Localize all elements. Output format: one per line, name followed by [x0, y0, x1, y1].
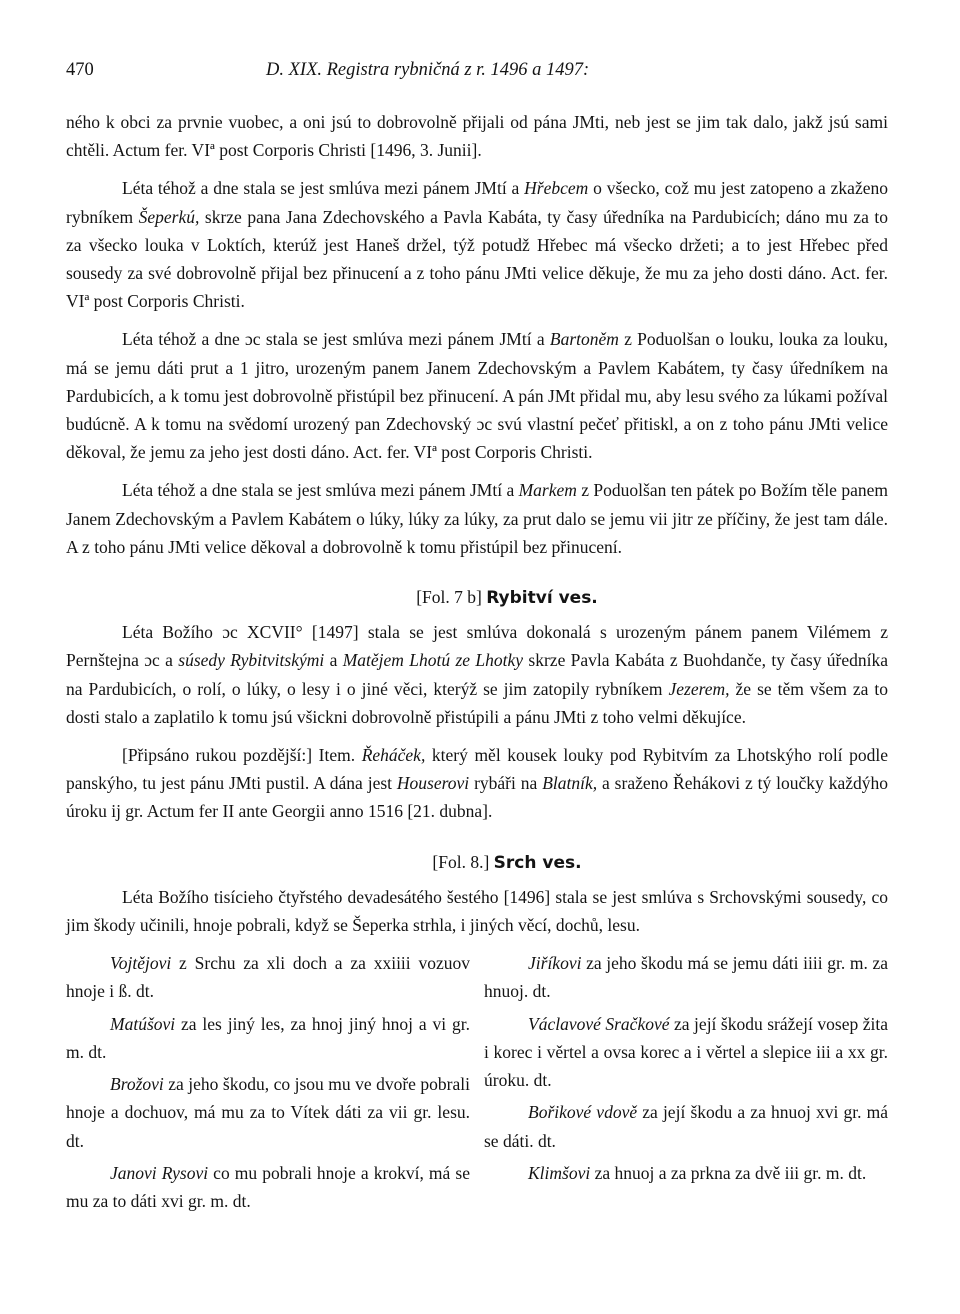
text-run: že se těm všem za to dosti stalo a zaplatilo k tomu jsú všickni dobrovolně přistúpili a pánu JMti z toho velmi děkujíce.	[66, 678, 888, 727]
text-run: z Poduolšan o louku, louka za louku, má se jemu dáti prut a 1 jitro, urozeným panem Janem Zdechovským a Pavlem Kabátem, ty časy úředníkem na Pardubicích, a k tomu jest dobrovolně přistúpil bez přinucení. A pán JMt přidal mu, aby lesu svého za lúkami požíval budúcně. A k tomu na svědomí urozený pan Zdechovský ɔc svú vlastní pečeť přitiskl, a on z toho pánu JMti velice děkoval, že jemu za jeho jest dosti dáno. Act. fer. VIª post Corporis Christi.	[66, 329, 889, 463]
list-item	[484, 1159, 888, 1187]
italic-name: súsedy Rybitvitskými	[178, 650, 325, 671]
person-name: Klimšovi	[528, 1162, 591, 1183]
text-run: a	[324, 650, 343, 671]
paragraph	[66, 325, 888, 466]
list-item	[66, 1159, 470, 1215]
folio-reference: [Fol. 7 b]	[416, 587, 482, 608]
text-run: rybáři na	[469, 773, 543, 794]
italic-name: Houserovi	[396, 773, 470, 794]
list-item	[66, 949, 470, 1005]
section-title: Rybitví ves.	[486, 588, 598, 609]
text-run: Léta Božího tisícieho čtyřstého devadesátého šestého [1496] stala se jest smlúva s Srchovskými sousedy, co jim škody učinili, hnoje pobrali, když se Šeperka strhla, i jiných věcí, dochů, lesu.	[66, 886, 888, 936]
paragraph	[66, 618, 888, 731]
section-title: Srch ves.	[493, 852, 582, 873]
italic-name: Šeperkú,	[138, 206, 200, 227]
text-run: skrze Pavla Kabáta z Buohdanče, ty časy úředníka na Pardubicích, o rolí, o lúky, o lesy i o jiné věci, kterýž se jim zatopily rybníkem	[66, 650, 889, 699]
running-title: D. XIX. Registra rybničná z r. 1496 a 1497:	[266, 60, 590, 80]
italic-name: Blatník,	[542, 773, 598, 794]
text-run: Léta téhož a dne stala se jest smlúva mezi pánem JMtí a	[122, 178, 525, 199]
page-number: 470	[66, 60, 94, 80]
folio-reference: [Fol. 8.]	[432, 851, 490, 872]
text-run: o všecko, což mu jest zatopeno a zkaženo rybníkem	[66, 178, 888, 227]
paragraph	[66, 476, 888, 561]
text-run: Léta Božího ɔc XCVII° [1497] stala se jest smlúva dokonalá s urozeným pánem panem Vilémem z Pernštejna ɔc a	[66, 622, 888, 671]
entry-text: za její škodu srážejí vosep žita i korec i věrtel a ovsa korec a i věrtel a slepice iii a xx gr. úroku. dt.	[484, 1013, 888, 1091]
right-column	[484, 949, 888, 1219]
text-block-bottom	[66, 883, 888, 939]
section-heading-srch	[66, 848, 888, 877]
text-block-top	[66, 108, 888, 561]
paragraph	[66, 883, 888, 939]
entry-text: co mu pobrali hnoje a krokví, má se mu za to dáti xvi gr. m. dt.	[66, 1162, 470, 1211]
text-run: Léta téhož a dne ɔc stala se jest smlúva mezi pánem JMtí a	[122, 329, 550, 350]
entry-text: za les jiný les, za hnoj jiný hnoj a vi gr. m. dt.	[66, 1013, 470, 1062]
text-run: a sraženo Řehákovi z tý loučky každýho úroku ij gr. Actum fer II ante Georgii anno 1516 [21. dubna].	[66, 773, 888, 822]
entry-text: za jeho škodu má se jemu dáti iiii gr. m. za hnuoj. dt.	[484, 953, 888, 1002]
entry-text: za její škodu a za hnuoj xvi gr. má se dáti. dt.	[484, 1102, 889, 1151]
list-item	[484, 949, 888, 1005]
text-run: [Připsáno rukou pozdější:] Item.	[122, 745, 362, 766]
entry-text: z Srchu za xli doch a za xxiiii vozuov hnoje i ß. dt.	[66, 953, 470, 1002]
text-run: který měl kousek louky pod Rybitvím za Lhotskýho rolí podle panskýho, tu jest pánu JMti pustil. A dána jest	[66, 745, 889, 794]
text-block-middle	[66, 618, 888, 825]
italic-name: Hřebcem	[524, 178, 589, 199]
person-name: Jiříkovi	[528, 953, 582, 974]
italic-name: Markem	[518, 480, 577, 501]
left-column	[66, 949, 470, 1219]
paragraph	[66, 108, 888, 164]
entry-text: za hnuoj a za prkna za dvě iii gr. m. dt.	[590, 1162, 867, 1183]
text-run: z Poduolšan ten pátek po Božím těle panem Janem Zdechovským a Pavlem Kabátem o lúky, lúky za lúky, za prut dalo se jemu vii jitr ze příčiny, že jest tam dále. A z toho pánu JMti velice děkoval a dobrovolně k tomu přistúpil bez přinucení.	[66, 480, 888, 557]
entry-text: za jeho škodu, co jsou mu ve dvoře pobrali hnoje a dochuov, má mu za to Vítek dáti za vii gr. lesu. dt.	[66, 1074, 470, 1151]
person-name: Vojtějovi	[110, 953, 172, 974]
two-column-list	[66, 949, 888, 1219]
section-heading-rybitvi	[66, 583, 888, 612]
person-name: Matúšovi	[110, 1013, 176, 1034]
list-item	[66, 1010, 470, 1066]
list-item	[484, 1010, 888, 1095]
person-name: Václavové Sračkové	[528, 1013, 670, 1034]
list-item	[66, 1070, 470, 1155]
text-run: skrze pana Jana Zdechovského a Pavla Kabáta, ty časy úředníka na Pardubicích; dáno mu za to za všecko louka v Loktích, kterúž jest Haneš držel, týž potudž Hřebec má všecko držeti; a to jest Hřebec před sousedy za své dobrovolně přijal bez přinucení a z toho pánu JMti velice děkuje, že mu za jeho dosti dáno. Act. fer. VIª post Corporis Christi.	[66, 206, 888, 312]
italic-name: Jezerem,	[668, 678, 730, 699]
italic-name: Matějem Lhotú ze Lhotky	[342, 650, 524, 671]
person-name: Brožovi	[110, 1074, 164, 1095]
italic-name: Bartoněm	[549, 329, 619, 350]
text-run: ného k obci za prvnie vuobec, a oni jsú to dobrovolně přijali od pána JMti, neb jest se jim tak dalo, jakž jsú sami chtěli. Actum fer. VIª post Corporis Christi [1496, 3. Junii].	[66, 112, 888, 161]
text-run: Léta téhož a dne stala se jest smlúva mezi pánem JMtí a	[122, 480, 519, 501]
paragraph	[66, 741, 888, 826]
italic-name: Řeháček,	[361, 745, 426, 766]
page-header	[66, 56, 888, 86]
person-name: Bořikové vdově	[528, 1102, 638, 1123]
paragraph	[66, 174, 888, 315]
person-name: Janovi Rysovi	[110, 1162, 209, 1183]
list-item	[484, 1098, 888, 1154]
